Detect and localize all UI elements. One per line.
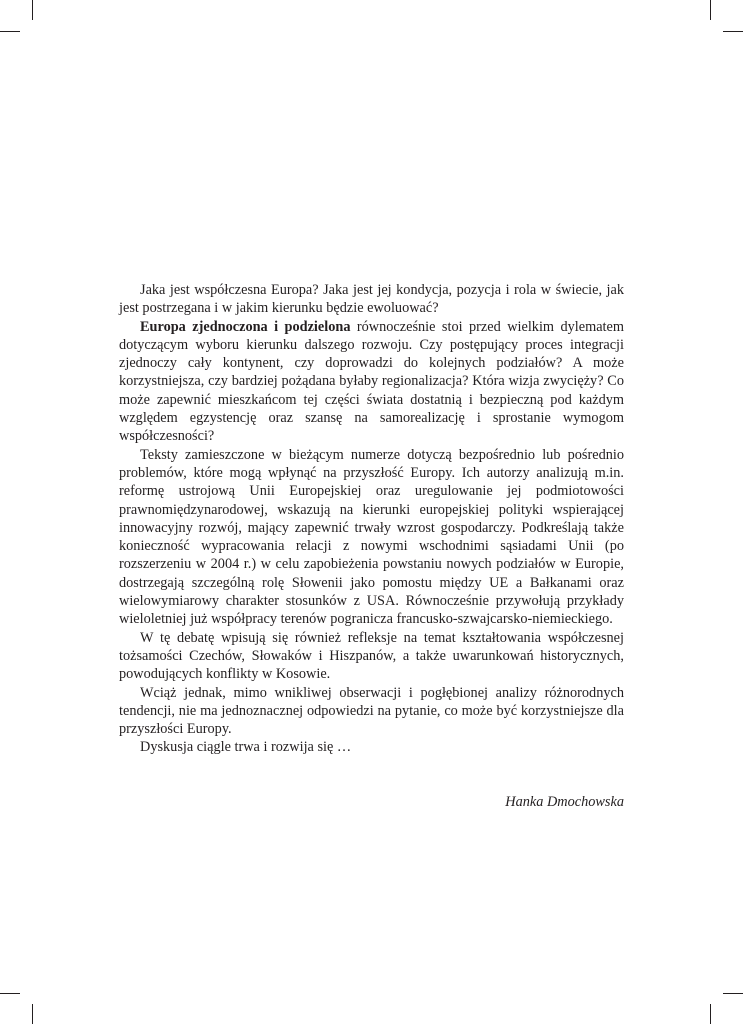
paragraph-4 (119, 629, 624, 684)
paragraph-2 (119, 318, 624, 446)
paragraph-2-lead: Europa zjednoczona i podzielona (140, 318, 351, 335)
paragraph-1-text: Jaka jest współczesna Europa? Jaka jest jej kondycja, pozycja i rola w świecie, jak jest postrzegana i w jakim kierunku będzie ewoluować? (119, 282, 624, 317)
paragraph-6-text: Dyskusja ciągle trwa i rozwija się … (140, 739, 352, 756)
crop-mark-bottom-right-h (723, 993, 743, 994)
editorial-text (119, 281, 624, 757)
paragraph-5-text: Wciąż jednak, mimo wnikliwej obserwacji i pogłębionej analizy różnorodnych tendencji, nie ma jednoznacznej odpowiedzi na pytanie, co może być korzystniejsze dla przyszłości Europy. (119, 684, 624, 738)
crop-mark-top-left-h (0, 31, 20, 32)
paragraph-1 (119, 281, 624, 318)
crop-mark-top-right-h (723, 31, 743, 32)
paragraph-4-text: W tę debatę wpisują się również refleksje na temat kształtowania współczesnej tożsamości Czechów, Słowaków i Hiszpanów, a także uwarunkowań historycznych, powodujących konflikty w Kosowie. (119, 629, 624, 683)
paragraph-6 (119, 738, 624, 756)
author-signature: Hanka Dmochowska (505, 794, 624, 810)
crop-mark-bottom-left-h (0, 993, 20, 994)
paragraph-3-text: Teksty zamieszczone w bieżącym numerze dotyczą bezpośrednio lub pośrednio problemów, które mogą wpłynąć na przyszłość Europy. Ich autorzy analizują m.in. reformę ustrojową Unii Europejskiej oraz uregulowanie jej podmiotowości prawnomiędzynarodowej, wskazują na kierunki europejskiej polityki wspierającej innowacyjny rozwój, mający zapewnić trwały wzrost gospodarczy. Podkreślają także konieczność wypracowania relacji z nowymi wschodnimi sąsiadami Unii (po rozszerzeniu w 2004 r.) w celu zapobieżenia powstaniu nowych podziałów w Europie, dostrzegają szczególną rolę Słowenii jako pomostu między UE a Bałkanami oraz wielowymiarowy charakter stosunków z USA. Równocześnie przywołują przykłady wieloletniej już współpracy terenów pogranicza francusko-szwajcarsko-niemieckiego. (119, 446, 624, 628)
crop-mark-bottom-left-v (32, 1004, 33, 1024)
crop-mark-top-right-v (710, 0, 711, 20)
paragraph-2-text: równocześnie stoi przed wielkim dylematem dotyczącym wyboru kierunku dalszego rozwoju. Czy postępujący proces integracji zjednoczy cały kontynent, czy doprowadzi do kolejnych podziałów? A może korzystniejsza, czy bardziej pożądana byłaby regionalizacja? Która wizja zwycięży? Co może zapewnić mieszkańcom tej części świata dostatnią i bezpieczną pod każdym względem egzystencję oraz szansę na samorealizację i sprostanie wymogom współczesności? (119, 318, 624, 445)
crop-mark-bottom-right-v (710, 1004, 711, 1024)
paragraph-3 (119, 446, 624, 629)
crop-mark-top-left-v (32, 0, 33, 20)
paragraph-5 (119, 684, 624, 739)
